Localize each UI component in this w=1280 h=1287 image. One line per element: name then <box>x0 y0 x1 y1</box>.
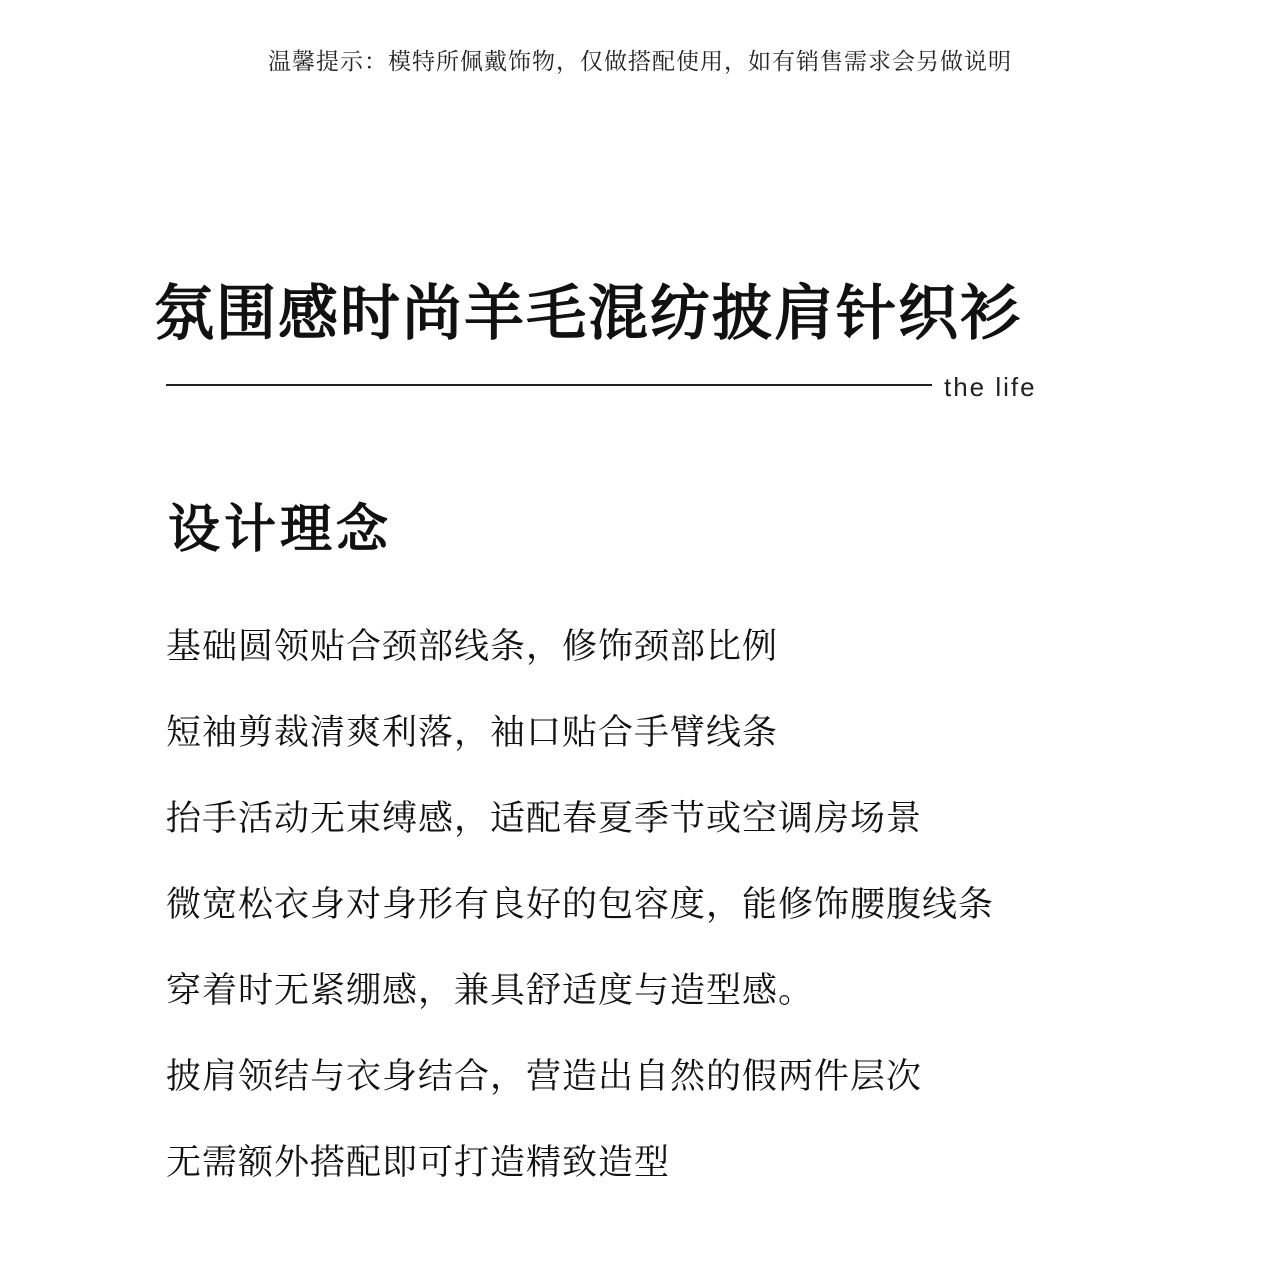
design-concept-heading: 设计理念 <box>168 500 393 560</box>
feature-item: 微宽松衣身对身形有良好的包容度，能修饰腰腹线条 <box>166 885 995 925</box>
feature-item: 基础圆领贴合颈部线条，修饰颈部比例 <box>166 627 779 667</box>
tagline: the life <box>944 372 1037 402</box>
feature-item: 无需额外搭配即可打造精致造型 <box>166 1143 671 1183</box>
feature-item: 穿着时无紧绷感，兼具舒适度与造型感。 <box>166 971 815 1011</box>
title-divider-line <box>166 384 932 386</box>
feature-item: 短袖剪裁清爽利落，袖口贴合手臂线条 <box>166 713 779 753</box>
feature-item: 披肩领结与衣身结合，营造出自然的假两件层次 <box>166 1057 923 1097</box>
model-accessory-notice: 温馨提示：模特所佩戴饰物，仅做搭配使用，如有销售需求会另做说明 <box>268 49 1012 75</box>
design-feature-list <box>166 618 994 1220</box>
feature-item: 抬手活动无束缚感，适配春夏季节或空调房场景 <box>166 799 923 839</box>
product-title: 氛围感时尚羊毛混纺披肩针织衫 <box>154 279 1022 349</box>
